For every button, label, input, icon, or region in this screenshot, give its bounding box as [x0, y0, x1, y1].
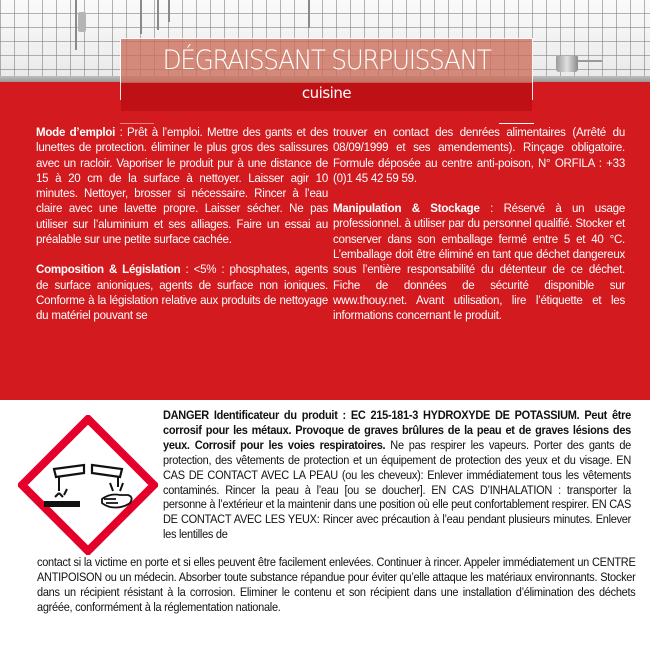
product-title: DÉGRAISSANT SURPUISSANT — [162, 45, 491, 76]
manipulation-section — [333, 201, 625, 323]
hazard-statement-text — [163, 408, 631, 542]
hanging-utensil-icon — [75, 0, 77, 50]
left-text-column — [36, 125, 328, 339]
corner-accent-left — [120, 123, 154, 124]
right-text-column — [333, 125, 625, 339]
composition-section — [36, 262, 328, 323]
manipulation-text: : Réservé à un usage professionnel. à utiliser par du personnel qualifié. Stocker et conserver dans son emballage fermé entre 5 et 40 °C. L’emballage doit être éliminé en tant que déchet dangereux sous l’entière responsabilité du détenteur de ce déchet. Fiche de données de sécurité disponible sur www.thouy.net. Avant utilisation, lire l’étiquette et les informations concernant le produit. — [333, 201, 626, 323]
product-title-box — [120, 38, 533, 100]
composition-label: Composition & Législation — [36, 262, 181, 277]
composition-continued: trouver en contact des denrées alimentaires (Arrêté du 08/09/1999 et ses amendements). Rinçage obligatoire. Formule déposée au centre anti-poison, N° ORFILA : +33 (0)1 45 42 59 59. — [333, 125, 626, 185]
saucepan-handle — [578, 60, 602, 62]
whisk-icon — [168, 0, 170, 22]
manipulation-label: Manipulation & Stockage — [333, 201, 480, 216]
composition-text: : <5% : phosphates, agents de surface anioniques, agents de surface non ioniques. Conforme à la législation relative aux produits de nettoyage du matériel pouvant se — [36, 262, 329, 323]
mode-emploi-text: : Prêt à l’emploi. Mettre des gants et des lunettes de protection. éliminer le plus gros des salissures avec un racloir. Vaporiser le produit pur à une distance de 15 à 20 cm de la surface à nettoyer. Laisser agir 10 minutes. Nettoyer, brosser si nécessaire. Rincer à l’eau claire avec une lavette propre. Laisser sécher. Ne pas utiliser sur l’aluminium et ses alliages. Faire un essai au préalable sur une petite surface cachée. — [36, 125, 329, 247]
corner-accent-right — [499, 123, 534, 124]
mode-emploi-label: Mode d’emploi — [36, 125, 116, 139]
ladle-icon — [140, 0, 142, 34]
mode-emploi-section — [36, 125, 328, 247]
saucepan-icon — [556, 56, 578, 72]
hazard-bold-intro: DANGER Identificateur du produit : EC 215-181-3 HYDROXYDE DE POTASSIUM. Peut être corrosif pour les métaux. Provoque de graves brûlures de la peau et de graves lésions des yeux. Corrosif pour les voies respiratoires. — [163, 408, 631, 452]
hook-icon — [308, 0, 310, 28]
grater-icon — [78, 12, 86, 32]
product-subtitle: cuisine — [301, 84, 352, 102]
hazard-precautions: Ne pas respirer les vapeurs. Porter des gants de protection, des vêtements de protection et un équipement de protection des yeux et du visage. EN CAS DE CONTACT AVEC LA PEAU (ou les cheveux): Enlever immédiatement tous les vêtements contaminés. Rincer la peau à l’eau [ou se doucher]. EN CAS D’INHALATION : transporter la personne à l’extérieur et la maintenir dans une position où elle peut confortablement respirer. EN CAS DE CONTACT AVEC LES YEUX: Rincer avec précaution à l’eau pendant plusieurs minutes. Enlever les lentilles de — [163, 437, 631, 542]
hazard-statement-continued: contact si la victime en porte et si elles peuvent être facilement enlevées. Continuer à rincer. Appeler immédiatement un CENTRE ANTIPOISON ou un médecin. Absorber toute substance répandue pour éviter qu’elle attaque les matériaux environnants. Stocker dans un récipient résistant à la corrosion. Eliminer le contenu et son récipient dans une installation d’élimination des déchets agréée, conformément à la réglementation nationale. — [37, 555, 636, 614]
corrosive-ghs05-icon — [18, 415, 158, 555]
spatula-icon — [157, 0, 159, 30]
